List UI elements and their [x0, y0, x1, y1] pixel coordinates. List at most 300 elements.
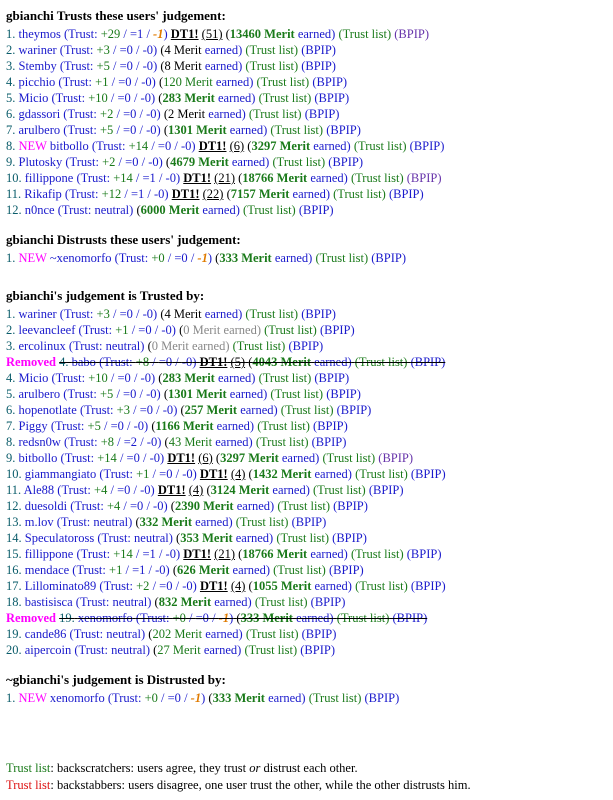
merit-earned-label: earned)	[268, 691, 306, 705]
section-spacer	[6, 658, 606, 672]
bpip-link[interactable]: (BPIP)	[410, 579, 446, 593]
trust-prefix: (Trust:	[75, 595, 113, 609]
trust-prefix: (Trust:	[68, 339, 106, 353]
list-item	[6, 322, 606, 338]
trust-list-link[interactable]: (Trust list)	[245, 307, 299, 321]
merit-earned: (283 Merit earned)	[158, 371, 256, 385]
trust-summary: (Trust: +1 / =0 / -0)	[78, 323, 176, 337]
trust-prefix: (Trust:	[99, 467, 137, 481]
user-link[interactable]: Speculatoross	[24, 531, 95, 545]
dt1-count[interactable]: (6)	[229, 139, 245, 153]
trust-list-link[interactable]: (Trust list)	[270, 123, 324, 137]
list-item-body	[6, 251, 406, 265]
trust-prefix: (Trust:	[63, 27, 101, 41]
trust-negative: -0	[182, 579, 193, 593]
list-item	[6, 26, 606, 42]
user-link[interactable]: giammangiato	[24, 467, 97, 481]
dt1-count[interactable]: (6)	[198, 451, 213, 465]
trust-list-link[interactable]: (Trust list)	[333, 187, 386, 201]
trust-positive: +5	[100, 123, 114, 137]
list-item-body	[59, 355, 445, 369]
bpip-link[interactable]: (BPIP)	[288, 339, 324, 353]
row-number: 18.	[6, 595, 22, 609]
merit-value: 120 Merit	[163, 75, 213, 89]
section-title: gbianchi Trusts these users' judgement:	[6, 8, 226, 23]
trust-summary: (Trust: neutral)	[57, 203, 134, 217]
trust-list-link[interactable]: (Trust list)	[245, 43, 299, 57]
row-number: 1.	[6, 27, 16, 41]
dt1-badge[interactable]: DT1!	[183, 171, 212, 185]
merit-earned: (3297 Merit earned)	[247, 139, 351, 153]
row-number: 4.	[6, 75, 16, 89]
trust-prefix: (Trust:	[57, 203, 95, 217]
trust-list-link[interactable]: (Trust list)	[322, 451, 376, 465]
list-item	[6, 186, 606, 202]
trust-list-link[interactable]: (Trust list)	[244, 643, 298, 657]
merit-earned: (3124 Merit earned)	[206, 483, 310, 497]
bpip-link[interactable]: (BPIP)	[313, 419, 348, 433]
trust-negative: -0	[146, 123, 157, 137]
trust-neutral-count: =0	[138, 323, 152, 337]
bpip-link[interactable]: (BPIP)	[300, 643, 335, 657]
trust-neutral-count: =0	[110, 419, 124, 433]
dt1-count[interactable]: (4)	[230, 467, 246, 481]
trust-neutral: neutral	[106, 627, 141, 641]
trust-list-link[interactable]: (Trust list)	[255, 435, 309, 449]
trust-prefix: (Trust:	[63, 387, 100, 401]
trust-summary: (Trust: +1 / =0 / -0)	[58, 75, 156, 89]
trust-negative: -0	[153, 187, 165, 201]
user-link[interactable]: leevancleef	[18, 323, 76, 337]
list-item-body	[6, 643, 335, 657]
trust-summary: (Trust: +0 / =0 / -1)	[107, 691, 206, 705]
trust-prefix: (Trust:	[76, 547, 114, 561]
list-item-body	[6, 123, 361, 137]
trust-positive: +1	[115, 323, 129, 337]
user-link[interactable]: mendace	[24, 563, 70, 577]
trust-list-link[interactable]: (Trust list)	[276, 531, 330, 545]
merit-value: 8 Merit	[164, 59, 202, 73]
bpip-link[interactable]: (BPIP)	[388, 187, 424, 201]
merit-earned: (333 Merit earned)	[215, 251, 313, 265]
bpip-link[interactable]: (BPIP)	[298, 203, 334, 217]
trust-list-link[interactable]: (Trust list)	[264, 323, 317, 337]
merit-earned: (0 Merit earned)	[179, 323, 261, 337]
user-link[interactable]: redsn0w	[18, 435, 61, 449]
dt1-badge[interactable]: DT1!	[183, 547, 212, 561]
trust-summary: (Trust: +14 / =0 / -0)	[91, 139, 196, 153]
dt1-badge[interactable]: DT1!	[167, 451, 196, 465]
merit-earned-label: earned)	[217, 371, 256, 385]
row-number: 17.	[6, 579, 22, 593]
trust-neutral-count: =0	[119, 307, 133, 321]
trust-prefix: (Trust:	[63, 107, 101, 121]
trust-negative: -0	[141, 75, 152, 89]
dt1-badge[interactable]: DT1!	[199, 355, 228, 369]
dt1-count[interactable]: (51)	[201, 27, 223, 41]
merit-value: 333 Merit	[240, 611, 293, 625]
trust-negative: -0	[165, 547, 176, 561]
merit-value: 2390 Merit	[174, 499, 234, 513]
row-number: 5.	[6, 387, 16, 401]
bpip-link[interactable]: (BPIP)	[368, 483, 404, 497]
list-item-body	[6, 563, 364, 577]
trust-list-link[interactable]: (Trust list)	[245, 59, 299, 73]
merit-earned: (202 Merit earned)	[148, 627, 243, 641]
bpip-link[interactable]: (BPIP)	[326, 123, 361, 137]
merit-value: 43 Merit	[168, 435, 213, 449]
bpip-link[interactable]: (BPIP)	[319, 323, 355, 337]
merit-earned: (3297 Merit earned)	[215, 451, 320, 465]
trust-list-link[interactable]: (Trust list)	[258, 371, 312, 385]
trust-list-link[interactable]: (Trust list)	[338, 27, 392, 41]
trust-prefix: (Trust:	[135, 611, 173, 625]
merit-earned: (4 Merit earned)	[160, 43, 243, 57]
merit-earned: (353 Merit earned)	[176, 531, 274, 545]
list-item-body	[6, 515, 326, 529]
dt1-badge[interactable]: DT1!	[171, 187, 200, 201]
dt1-badge[interactable]: DT1!	[170, 27, 199, 41]
user-link[interactable]: xenomorfo	[77, 611, 133, 625]
trust-positive: +5	[96, 59, 110, 73]
user-link[interactable]: arulbero	[18, 387, 61, 401]
trust-prefix: (Trust:	[99, 579, 137, 593]
user-link[interactable]: bitbollo	[18, 451, 58, 465]
merit-earned: (120 Merit earned)	[158, 75, 254, 89]
merit-value: 1301 Merit	[167, 387, 227, 401]
list-item	[6, 642, 606, 658]
dt1-count[interactable]: (22)	[202, 187, 224, 201]
trust-summary: (Trust: neutral)	[68, 339, 145, 353]
trust-positive: +3	[96, 43, 110, 57]
list-item-body	[6, 27, 429, 41]
merit-earned-label: earned)	[205, 627, 243, 641]
trust-neutral-count: =1	[142, 547, 156, 561]
bpip-link[interactable]: (BPIP)	[410, 467, 446, 481]
trust-summary: (Trust: +0 / =0 / -1)	[114, 251, 213, 265]
user-link[interactable]: wariner	[18, 307, 57, 321]
user-link[interactable]: wariner	[18, 43, 57, 57]
dt1-count[interactable]: (4)	[188, 483, 204, 497]
trust-list-link[interactable]: (Trust list)	[232, 339, 286, 353]
list-item	[6, 122, 606, 138]
list-item	[6, 594, 606, 610]
bpip-link[interactable]: (BPIP)	[394, 27, 429, 41]
bpip-link[interactable]: (BPIP)	[291, 515, 327, 529]
trust-prefix: (Trust:	[64, 187, 102, 201]
bpip-link[interactable]: (BPIP)	[328, 563, 364, 577]
list-item-body	[6, 371, 349, 385]
list-item	[6, 418, 606, 434]
row-number: 1.	[6, 307, 16, 321]
trust-neutral-count: =1	[132, 563, 146, 577]
bpip-link[interactable]: (BPIP)	[378, 451, 414, 465]
user-link[interactable]: gdassori	[18, 107, 61, 121]
bpip-link[interactable]: (BPIP)	[310, 595, 346, 609]
user-link[interactable]: Rikafip	[24, 187, 62, 201]
row-number: 15.	[6, 547, 22, 561]
merit-value: 832 Merit	[158, 595, 212, 609]
trust-list-link[interactable]: (Trust list)	[270, 387, 324, 401]
user-link[interactable]: Lillominato89	[24, 579, 97, 593]
trust-summary: (Trust: +3 / =0 / -0)	[59, 307, 158, 321]
dt1-badge[interactable]: DT1!	[199, 467, 228, 481]
dt1-count[interactable]: (21)	[214, 171, 235, 185]
bpip-link[interactable]: (BPIP)	[410, 355, 446, 369]
trust-prefix: (Trust:	[60, 451, 98, 465]
list-item-body	[6, 499, 368, 513]
bpip-link[interactable]: (BPIP)	[392, 611, 428, 625]
trust-list-link[interactable]: (Trust list)	[277, 499, 331, 513]
bpip-link[interactable]: (BPIP)	[312, 75, 348, 89]
merit-earned: (18766 Merit earned)	[238, 547, 348, 561]
trust-list-link[interactable]: (Trust list)	[254, 595, 308, 609]
merit-value: 4679 Merit	[170, 155, 229, 169]
trust-negative: -0	[149, 451, 161, 465]
user-link[interactable]: ercolinux	[18, 339, 66, 353]
trust-list-link[interactable]: (Trust list)	[235, 515, 289, 529]
bpip-link[interactable]: (BPIP)	[371, 251, 406, 265]
bpip-link[interactable]: (BPIP)	[406, 171, 442, 185]
user-link[interactable]: n0nce	[24, 203, 55, 217]
merit-earned: (0 Merit earned)	[147, 339, 230, 353]
list-item	[6, 170, 606, 186]
trust-summary: (Trust: +10 / =0 / -0)	[51, 91, 156, 105]
merit-earned: (2 Merit earned)	[163, 107, 246, 121]
legend-green-label: Trust list	[6, 761, 51, 775]
bpip-link[interactable]: (BPIP)	[311, 435, 347, 449]
legend-green-text: : backscratchers: users agree, they trust	[50, 761, 250, 775]
trust-list-link[interactable]: (Trust list)	[256, 75, 310, 89]
trust-prefix: (Trust:	[78, 323, 116, 337]
trust-prefix: (Trust:	[69, 627, 107, 641]
merit-value: 3297 Merit	[251, 139, 311, 153]
merit-earned-label: earned)	[231, 155, 270, 169]
dt1-badge[interactable]: DT1!	[198, 139, 227, 153]
merit-earned-label: earned)	[314, 355, 352, 369]
list-item	[6, 154, 606, 170]
bpip-link[interactable]: (BPIP)	[301, 43, 336, 57]
bpip-link[interactable]: (BPIP)	[409, 139, 445, 153]
trust-prefix: (Trust:	[56, 515, 94, 529]
bpip-link[interactable]: (BPIP)	[406, 547, 442, 561]
trust-negative: -0	[142, 43, 154, 57]
merit-earned-label: earned)	[236, 499, 275, 513]
user-link[interactable]: Ale88	[23, 483, 55, 497]
trust-positive: +12	[101, 187, 122, 201]
trust-prefix: (Trust:	[70, 499, 107, 513]
list-item-body	[6, 155, 363, 169]
dt1-count[interactable]: (21)	[214, 547, 235, 561]
user-link[interactable]: theymos	[18, 27, 61, 41]
user-link[interactable]: ~xenomorfo	[49, 251, 112, 265]
user-link[interactable]: Micio	[18, 371, 49, 385]
list-item	[6, 482, 606, 498]
user-link[interactable]: arulbero	[18, 123, 61, 137]
merit-earned-label: earned)	[195, 515, 233, 529]
dt1-badge[interactable]: DT1!	[157, 483, 186, 497]
bpip-link[interactable]: (BPIP)	[304, 107, 340, 121]
merit-earned-label: earned)	[296, 611, 334, 625]
trust-list-link[interactable]: (Trust list)	[353, 139, 407, 153]
list-item-body	[6, 419, 348, 433]
trust-neutral-count: =0	[139, 403, 154, 417]
merit-earned-label: earned)	[274, 251, 313, 265]
user-link[interactable]: bastisisca	[24, 595, 73, 609]
merit-value: 7157 Merit	[230, 187, 290, 201]
trust-positive: +10	[88, 371, 108, 385]
trust-negative: -0	[181, 355, 193, 369]
trust-summary: (Trust: +4 / =0 / -0)	[57, 483, 155, 497]
merit-earned-label: earned)	[216, 419, 255, 433]
list-item	[6, 626, 606, 642]
trust-summary: (Trust: +5 / =0 / -0)	[63, 387, 161, 401]
row-number: 3.	[6, 339, 16, 353]
bpip-link[interactable]: (BPIP)	[314, 91, 350, 105]
bpip-link[interactable]: (BPIP)	[328, 155, 364, 169]
user-link[interactable]: cande86	[24, 627, 67, 641]
trust-summary: (Trust: +10 / =0 / -0)	[51, 371, 156, 385]
user-link[interactable]: Stemby	[18, 59, 57, 73]
user-link[interactable]: picchio	[18, 75, 56, 89]
merit-earned-label: earned)	[208, 107, 246, 121]
trust-list-link[interactable]: (Trust list)	[248, 107, 302, 121]
user-link[interactable]: xenomorfo	[49, 691, 105, 705]
row-number: 1.	[6, 691, 16, 705]
trust-prefix: (Trust:	[51, 91, 89, 105]
list-item	[6, 250, 606, 266]
trust-list-link[interactable]: (Trust list)	[258, 91, 312, 105]
trust-list-link[interactable]: (Trust list)	[243, 203, 296, 217]
list-item	[6, 402, 606, 418]
trust-list-link[interactable]: (Trust list)	[257, 419, 310, 433]
trust-positive: +14	[113, 547, 133, 561]
trust-negative: -0	[140, 91, 151, 105]
list-item	[6, 434, 606, 450]
bpip-link[interactable]: (BPIP)	[364, 691, 400, 705]
merit-value: 3124 Merit	[210, 483, 270, 497]
legend-green-or: or	[249, 761, 261, 775]
list-item	[6, 354, 606, 370]
section-title: gbianchi's judgement is Trusted by:	[6, 288, 205, 303]
row-number: 7.	[6, 123, 16, 137]
user-link[interactable]: fillippone	[24, 547, 74, 561]
dt1-count[interactable]: (4)	[230, 579, 246, 593]
user-link[interactable]: Micio	[18, 91, 49, 105]
section-title: ~gbianchi's judgement is Distrusted by:	[6, 672, 226, 687]
merit-value: 283 Merit	[162, 91, 215, 105]
merit-earned-label: earned)	[297, 27, 336, 41]
user-link[interactable]: hopenotlate	[18, 403, 77, 417]
merit-earned: (257 Merit earned)	[180, 403, 278, 417]
trust-neutral-count: =0	[117, 483, 131, 497]
trust-prefix: (Trust:	[63, 123, 100, 137]
list-item-body	[6, 139, 444, 153]
list-item-body	[6, 547, 441, 561]
trust-summary: (Trust: +29 / =1 / -1)	[63, 27, 168, 41]
bpip-link[interactable]: (BPIP)	[332, 531, 367, 545]
merit-earned: (13460 Merit earned)	[225, 27, 336, 41]
trust-list-link[interactable]: (Trust list)	[350, 171, 404, 185]
user-link[interactable]: Piggy	[18, 419, 48, 433]
trust-neutral-count: =0	[119, 59, 133, 73]
trust-list-link[interactable]: (Trust list)	[245, 627, 299, 641]
trust-prefix: (Trust:	[72, 563, 110, 577]
trust-list-link[interactable]: (Trust list)	[313, 483, 366, 497]
trust-list-link[interactable]: (Trust list)	[273, 563, 326, 577]
legend-backscratchers	[6, 760, 471, 777]
trust-summary: (Trust: +4 / =0 / -0)	[70, 499, 168, 513]
merit-earned-label: earned)	[229, 123, 268, 137]
trust-negative: -1	[153, 27, 164, 41]
bpip-link[interactable]: (BPIP)	[301, 627, 337, 641]
bpip-link[interactable]: (BPIP)	[336, 403, 372, 417]
trust-list-link[interactable]: (Trust list)	[336, 611, 390, 625]
trust-neutral-count: =0	[125, 155, 139, 169]
user-link[interactable]: fillippone	[24, 171, 74, 185]
trust-list-link[interactable]: (Trust list)	[350, 547, 404, 561]
merit-earned: (4 Merit earned)	[160, 307, 243, 321]
merit-earned: (1055 Merit earned)	[248, 579, 352, 593]
bpip-link[interactable]: (BPIP)	[326, 387, 361, 401]
bpip-link[interactable]: (BPIP)	[301, 307, 336, 321]
trust-prefix: (Trust:	[59, 59, 97, 73]
trust-list-link[interactable]: (Trust list)	[308, 691, 362, 705]
trust-positive: +2	[102, 155, 116, 169]
trust-list-link[interactable]: (Trust list)	[280, 403, 334, 417]
merit-value: 0 Merit	[151, 339, 189, 353]
row-number: 4.	[6, 371, 16, 385]
user-link[interactable]: Plutosky	[18, 155, 63, 169]
row-number: 2.	[6, 43, 16, 57]
merit-earned: (1301 Merit earned)	[163, 123, 268, 137]
trust-list-link[interactable]: (Trust list)	[272, 155, 326, 169]
trust-positive: +0	[172, 611, 186, 625]
trust-neutral-count: =0	[157, 139, 172, 153]
user-link[interactable]: m.lov	[24, 515, 54, 529]
bpip-link[interactable]: (BPIP)	[333, 499, 368, 513]
list-item-body	[6, 467, 446, 481]
user-link[interactable]: babo	[71, 355, 96, 369]
new-badge: NEW	[18, 139, 47, 153]
trust-neutral-count: =0	[126, 451, 140, 465]
merit-earned: (333 Merit earned)	[208, 691, 306, 705]
trust-neutral-count: =0	[123, 387, 137, 401]
bpip-link[interactable]: (BPIP)	[301, 59, 336, 73]
row-number: 4.	[59, 355, 69, 369]
list-item	[6, 58, 606, 74]
user-link[interactable]: duesoldi	[24, 499, 68, 513]
trust-neutral: neutral	[93, 515, 129, 529]
trust-summary: (Trust: +2 / =0 / -0)	[99, 579, 197, 593]
trust-list-link[interactable]: (Trust list)	[355, 467, 408, 481]
merit-earned: (1432 Merit earned)	[248, 467, 352, 481]
trust-prefix: (Trust:	[51, 371, 89, 385]
list-item-body	[6, 339, 323, 353]
legend-green-text-end: distrust each other.	[260, 761, 358, 775]
trust-list-link[interactable]: (Trust list)	[355, 579, 408, 593]
trust-negative: -0	[140, 371, 151, 385]
bpip-link[interactable]: (BPIP)	[314, 371, 350, 385]
trust-list-link[interactable]: (Trust list)	[354, 355, 408, 369]
user-link[interactable]: aipercoin	[24, 643, 72, 657]
dt1-count[interactable]: (5)	[230, 355, 246, 369]
trust-list-link[interactable]: (Trust list)	[315, 251, 369, 265]
dt1-badge[interactable]: DT1!	[199, 579, 228, 593]
user-link[interactable]: bitbollo	[49, 139, 89, 153]
removed-badge: Removed	[6, 355, 56, 369]
merit-earned-label: earned)	[314, 467, 352, 481]
